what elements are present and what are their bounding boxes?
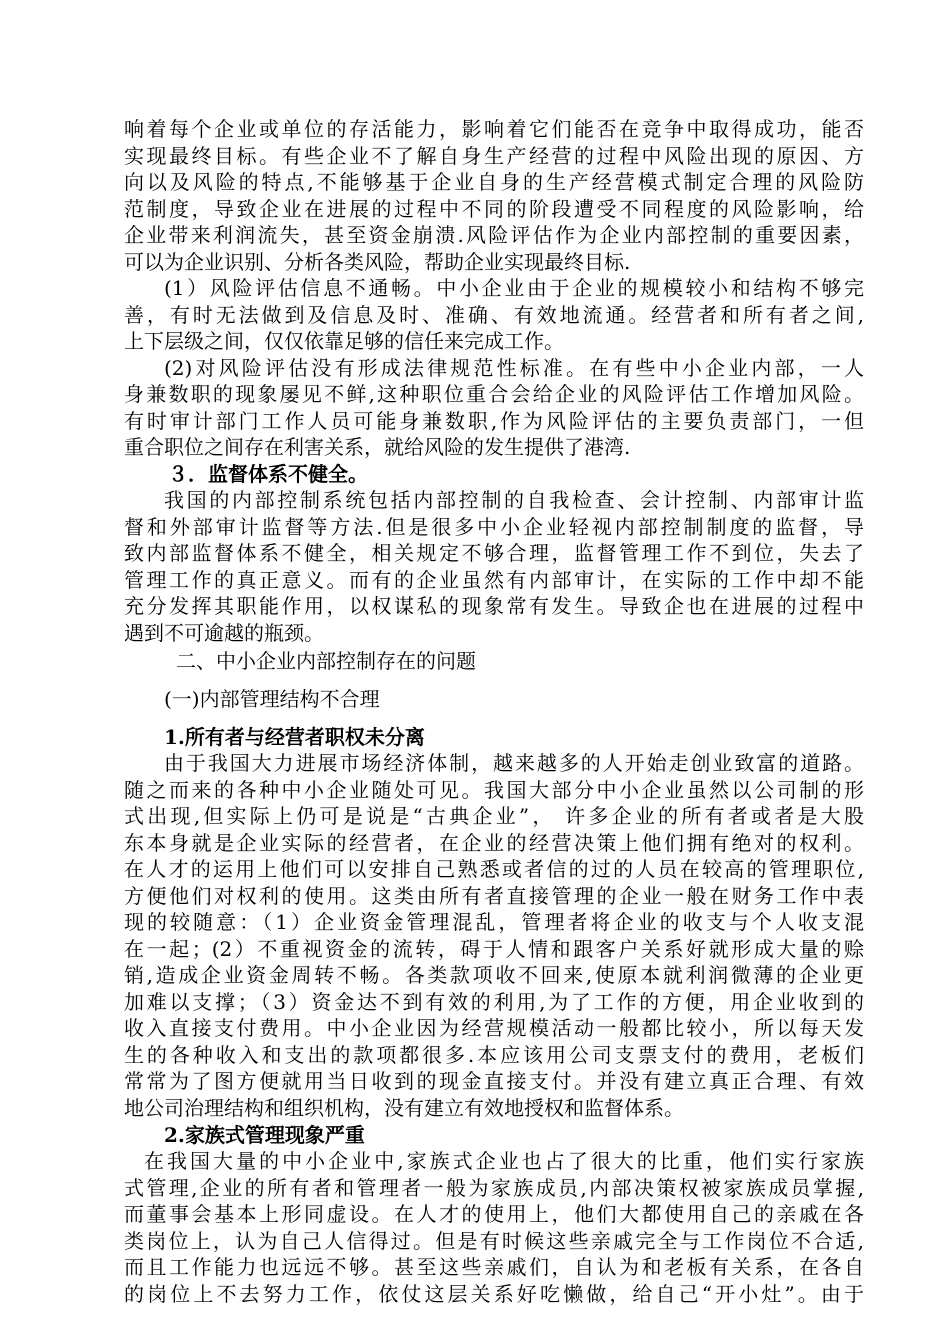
paragraph-line: 的岗位上不去努力工作，依仗这层关系好吃懒做，给自己“开小灶”。由于	[124, 1282, 864, 1306]
paragraph-line: 常常为了图方便就用当日收到的现金直接支付。并没有建立真正合理、有效	[124, 1069, 864, 1093]
paragraph-line: 生的各种收入和支出的款项都很多.本应该用公司支票支付的费用，老板们	[124, 1043, 864, 1067]
paragraph-line: 督和外部审计监督等方法.但是很多中小企业轻视内部控制制度的监督，导	[124, 515, 864, 539]
paragraph-line: 加难以支撑；（3）资金达不到有效的利用,为了工作的方便，用企业收到的	[124, 990, 864, 1014]
paragraph-line: 善，有时无法做到及信息及时、准确、有效地流通。经营者和所有者之间,	[124, 303, 864, 327]
paragraph-line: 响着每个企业或单位的存活能力，影响着它们能否在竞争中取得成功，能否	[124, 117, 864, 141]
chapter-heading: 二、中小企业内部控制存在的问题	[176, 649, 476, 673]
paragraph-line: 范制度，导致企业在进展的过程中不同的阶段遭受不同程度的风险影响，给	[124, 197, 864, 221]
paragraph-line: 由于我国大力进展市场经济体制，越来越多的人开始走创业致富的道路。	[164, 751, 864, 775]
paragraph-line: 管理工作的真正意义。而有的企业虽然有内部审计，在实际的工作中却不能	[124, 568, 864, 592]
paragraph-line: (1）风险评估信息不通畅。中小企业由于企业的规模较小和结构不够完	[164, 276, 864, 300]
paragraph-line: 东本身就是企业实际的经营者，在企业的经营决策上他们拥有绝对的权利。	[124, 831, 864, 855]
paragraph-line: 可以为企业识别、分析各类风险，帮助企业实现最终目标.	[124, 250, 631, 274]
paragraph-line: 实现最终目标。有些企业不了解自身生产经营的过程中风险出现的原因、方	[124, 144, 864, 168]
paragraph-line: 收入直接支付费用。中小企业因为经营规模活动一般都比较小，所以每天发	[124, 1016, 864, 1040]
paragraph-line: 现的较随意：（1）企业资金管理混乱，管理者将企业的收支与个人收支混	[124, 910, 864, 934]
section-heading: (一)内部管理结构不合理	[164, 687, 380, 711]
paragraph-line: 销,造成企业资金周转不畅。各类款项收不回来,使原本就利润微薄的企业更	[124, 963, 864, 987]
paragraph-line: 式出现,但实际上仍可是说是“古典企业”， 许多企业的所有者或者是大股	[124, 804, 864, 828]
paragraph-line: 随之而来的各种中小企业随处可见。我国大部分中小企业虽然以公司制的形	[124, 778, 864, 802]
paragraph-line: 我国的内部控制系统包括内部控制的自我检查、会计控制、内部审计监	[164, 488, 864, 512]
paragraph-line: 遇到不可逾越的瓶颈。	[124, 621, 324, 645]
paragraph-line: 在我国大量的中小企业中,家族式企业也占了很大的比重，他们实行家族	[144, 1149, 864, 1173]
subsection-heading: 2.家族式管理现象严重	[164, 1123, 365, 1147]
paragraph-line: 企业带来利润流失，甚至资金崩溃.风险评估作为企业内部控制的重要因素，	[124, 223, 864, 247]
subsection-heading: 1.所有者与经营者职权未分离	[164, 725, 425, 749]
paragraph-line: 地公司治理结构和组织机构，没有建立有效地授权和监督体系。	[124, 1096, 684, 1120]
paragraph-line: 致内部监督体系不健全，相关规定不够合理，监督管理工作不到位，失去了	[124, 541, 864, 565]
paragraph-line: 类岗位上，认为自己人信得过。但是有时候这些亲戚完全与工作岗位不合适,	[124, 1229, 864, 1253]
paragraph-line: 有时审计部门工作人员可能身兼数职,作为风险评估的主要负责部门，一但	[124, 409, 864, 433]
paragraph-line: 上下层级之间，仅仅依靠足够的信任来完成工作。	[124, 329, 564, 353]
paragraph-line: 方便他们对权利的使用。这类由所有者直接管理的企业一般在财务工作中表	[124, 884, 864, 908]
paragraph-line: 重合职位之间存在利害关系，就给风险的发生提供了港湾.	[124, 435, 631, 459]
paragraph-line: 式管理,企业的所有者和管理者一般为家族成员,内部决策权被家族成员掌握,	[124, 1176, 864, 1200]
paragraph-line: (2)对风险评估没有形成法律规范性标准。在有些中小企业内部，一人	[164, 356, 864, 380]
paragraph-line: 在人才的运用上他们可以安排自己熟悉或者信的过的人员在较高的管理职位,	[124, 857, 864, 881]
section-heading: ３．监督体系不健全。	[168, 462, 368, 486]
paragraph-line: 充分发挥其职能作用，以权谋私的现象常有发生。导致企也在进展的过程中	[124, 594, 864, 618]
paragraph-line: 而董事会基本上形同虚设。在人才的使用上，他们大都使用自己的亲戚在各	[124, 1202, 864, 1226]
paragraph-line: 身兼数职的现象屡见不鲜,这种职位重合会给企业的风险评估工作增加风险。	[124, 382, 864, 406]
paragraph-line: 向以及风险的特点,不能够基于企业自身的生产经营模式制定合理的风险防	[124, 170, 864, 194]
paragraph-line: 而且工作能力也远远不够。甚至这些亲戚们，自认为和老板有关系，在各自	[124, 1255, 864, 1279]
paragraph-line: 在一起；(2）不重视资金的流转，碍于人情和跟客户关系好就形成大量的赊	[124, 937, 864, 961]
